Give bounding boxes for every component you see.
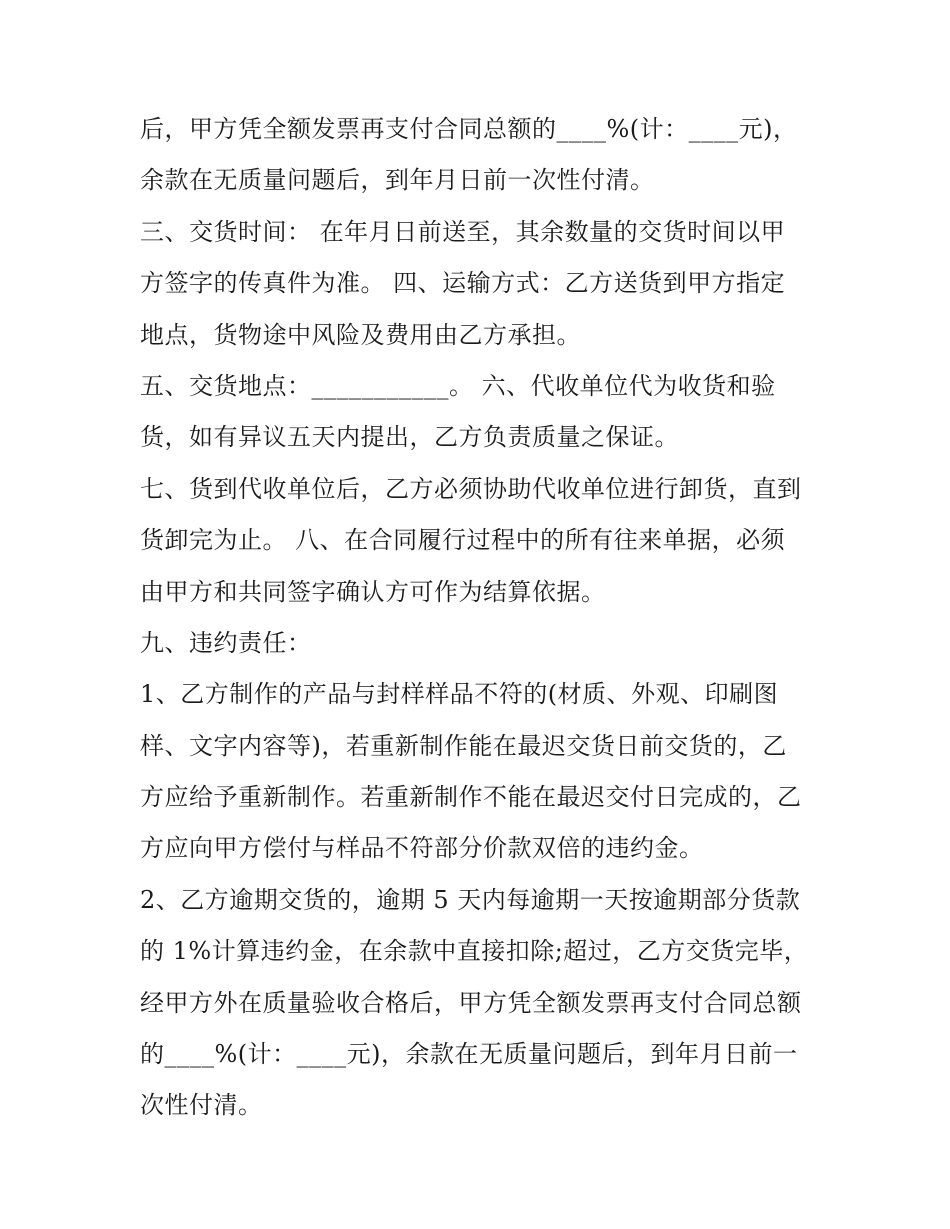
text-line-clause-1a: 1、乙方制作的产品与封样样品不符的(材质、外观、印刷图: [140, 680, 779, 709]
text-line-clause-1b: 样、文字内容等)，若重新制作能在最迟交货日前交货的，乙: [140, 731, 787, 760]
text-line-clause-1c: 方应给予重新制作。若重新制作不能在最迟交付日完成的，乙: [140, 783, 802, 812]
text-line-payment-remainder: 余款在无质量问题后，到年月日前一次性付清。: [140, 166, 655, 195]
text-line-payment-balance: 后，甲方凭全额发票再支付合同总额的____%(计：____元)，: [140, 115, 798, 143]
text-line-clause-2b: 的 1%计算违约金，在余款中直接扣除;超过，乙方交货完毕，: [140, 937, 809, 966]
text-line-transport-method: 方签字的传真件为准。 四、运输方式：乙方送货到甲方指定: [140, 269, 786, 298]
text-line-clause-2a: 2、乙方逾期交货的，逾期 5 天内每逾期一天按逾期部分货款: [140, 885, 801, 914]
text-line-settlement-basis: 由甲方和共同签字确认方可作为结算依据。: [140, 577, 606, 606]
text-line-transport-risk: 地点，货物途中风险及费用由乙方承担。: [140, 320, 581, 349]
text-line-clause-2c: 经甲方外在质量验收合格后，甲方凭全额发票再支付合同总额: [140, 988, 802, 1017]
text-line-clause-2d: 的____%(计：____元)，余款在无质量问题后，到年月日前一: [140, 1040, 798, 1069]
text-line-clause-1d: 方应向甲方偿付与样品不符部分价款双倍的违约金。: [140, 834, 704, 863]
text-line-unloading: 七、货到代收单位后，乙方必须协助代收单位进行卸货，直到: [140, 474, 802, 503]
section-heading-liability: 九、违约责任：: [140, 628, 312, 657]
text-line-clause-2e: 次性付清。: [140, 1091, 263, 1120]
text-line-delivery-location: 五、交货地点：___________。 六、代收单位代为收货和验: [140, 371, 776, 400]
text-line-objection-period: 货，如有异议五天内提出，乙方负责质量之保证。: [140, 423, 679, 452]
text-line-documents: 货卸完为止。 八、在合同履行过程中的所有往来单据，必须: [140, 526, 786, 555]
contract-text-body: [140, 104, 830, 1132]
text-line-delivery-time: 三、交货时间： 在年月日前送至，其余数量的交货时间以甲: [140, 217, 786, 246]
